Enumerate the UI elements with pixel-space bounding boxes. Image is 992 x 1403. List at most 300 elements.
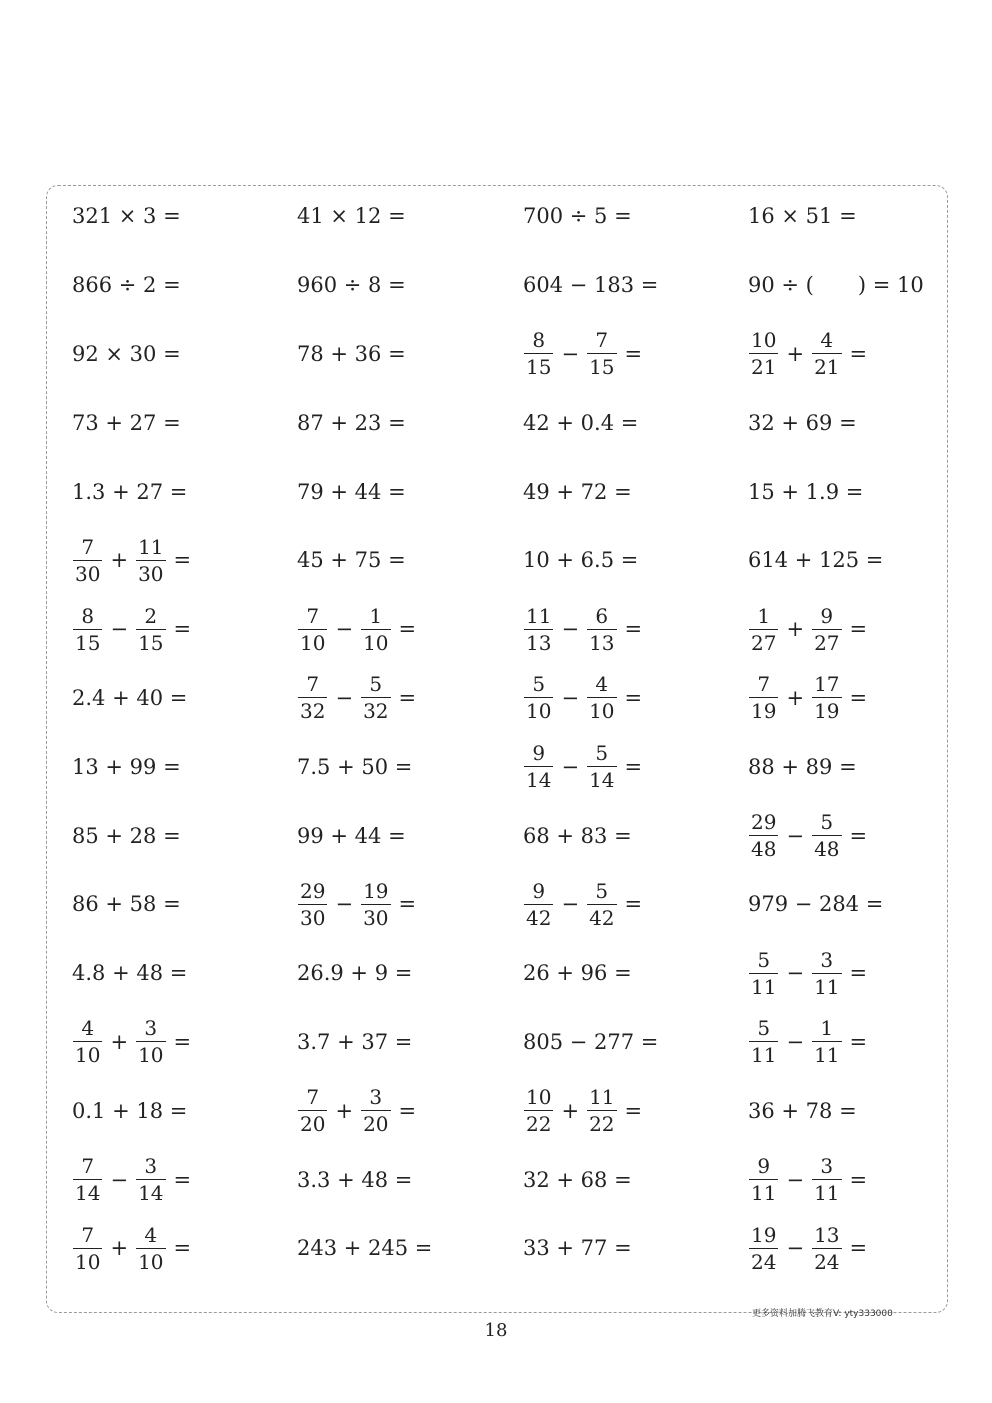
fraction [524, 603, 553, 655]
fraction-numerator: 7 [306, 603, 320, 628]
fraction-denominator: 15 [526, 355, 552, 380]
problem [523, 664, 642, 733]
operator: − [110, 617, 129, 642]
equals-sign: = [849, 1167, 868, 1192]
operator: − [786, 1029, 805, 1054]
fraction-numerator: 4 [820, 328, 834, 353]
problem [72, 664, 187, 733]
fraction-numerator: 3 [144, 1016, 158, 1041]
operator: + [786, 617, 805, 642]
fraction-denominator: 10 [526, 699, 552, 724]
operator: − [335, 617, 354, 642]
fraction [749, 810, 778, 862]
fraction-numerator: 4 [144, 1222, 158, 1247]
problem [72, 801, 181, 870]
fraction-numerator: 9 [820, 603, 834, 628]
fraction-numerator: 7 [81, 534, 95, 559]
problem [523, 1214, 632, 1283]
fraction-numerator: 5 [532, 672, 546, 697]
problem [297, 182, 406, 251]
fraction-numerator: 7 [306, 672, 320, 697]
equals-sign: = [849, 685, 868, 710]
fraction-denominator: 10 [75, 1249, 101, 1274]
problem-text: 0.1 + 18 = [72, 1098, 188, 1123]
equals-sign: = [173, 1236, 192, 1261]
fraction [298, 603, 327, 655]
problem [748, 595, 867, 664]
problem [72, 870, 181, 939]
fraction [749, 947, 778, 999]
equals-sign: = [849, 1236, 868, 1261]
problem [72, 1214, 191, 1283]
problem-row [72, 1145, 952, 1214]
problem-text: 805 − 277 = [523, 1029, 659, 1054]
fraction-denominator: 13 [526, 630, 552, 655]
fraction-denominator: 15 [75, 630, 101, 655]
problem [72, 1008, 191, 1077]
fraction-denominator: 30 [138, 561, 164, 586]
fraction-numerator: 1 [820, 1016, 834, 1041]
problem [72, 1145, 191, 1214]
fraction-numerator: 11 [589, 1085, 615, 1110]
fraction [73, 1154, 102, 1206]
fraction-numerator: 1 [369, 603, 383, 628]
problem-text: 36 + 78 = [748, 1098, 857, 1123]
operator: − [561, 754, 580, 779]
problem [72, 320, 181, 389]
equals-sign: = [849, 1029, 868, 1054]
fraction-numerator: 8 [81, 603, 95, 628]
problem [523, 320, 642, 389]
equals-sign: = [849, 961, 868, 986]
fraction-denominator: 15 [138, 630, 164, 655]
problem-row [72, 320, 952, 389]
fraction-denominator: 10 [589, 699, 615, 724]
problem-text: 26 + 96 = [523, 961, 632, 986]
problem [748, 939, 867, 1008]
fraction-numerator: 9 [532, 878, 546, 903]
fraction-denominator: 48 [751, 837, 777, 862]
fraction-denominator: 30 [363, 905, 389, 930]
fraction [136, 534, 165, 586]
problem [523, 595, 642, 664]
problem [297, 732, 412, 801]
equals-sign: = [849, 617, 868, 642]
problem-row [72, 182, 952, 251]
problem-text: 42 + 0.4 = [523, 410, 639, 435]
fraction-numerator: 5 [820, 810, 834, 835]
problem [748, 251, 924, 320]
problem-text: 10 + 6.5 = [523, 548, 639, 573]
operator: − [561, 685, 580, 710]
problem-text: 78 + 36 = [297, 341, 406, 366]
problem-text: 3.7 + 37 = [297, 1029, 413, 1054]
problem-text: 700 ÷ 5 = [523, 204, 632, 229]
fraction [812, 1222, 841, 1274]
problem-grid [72, 182, 952, 1283]
problem [523, 251, 658, 320]
problem [72, 388, 181, 457]
problem [748, 320, 867, 389]
operator: − [110, 1167, 129, 1192]
fraction-denominator: 20 [300, 1112, 326, 1137]
operator: + [110, 548, 129, 573]
fraction [587, 328, 616, 380]
fraction [587, 672, 616, 724]
fraction-numerator: 13 [814, 1222, 840, 1247]
problem-text: 866 ÷ 2 = [72, 273, 181, 298]
problem [297, 1008, 412, 1077]
fraction-denominator: 48 [814, 837, 840, 862]
problem-text: 68 + 83 = [523, 823, 632, 848]
fraction-numerator: 8 [532, 328, 546, 353]
equals-sign: = [849, 823, 868, 848]
fraction [73, 534, 102, 586]
fraction-numerator: 3 [369, 1085, 383, 1110]
problem-row [72, 1214, 952, 1283]
operator: + [786, 685, 805, 710]
fraction-numerator: 17 [814, 672, 840, 697]
fraction [524, 741, 553, 793]
equals-sign: = [398, 685, 417, 710]
problem-text: 960 ÷ 8 = [297, 273, 406, 298]
fraction [812, 947, 841, 999]
fraction [812, 1016, 841, 1068]
equals-sign: = [398, 1098, 417, 1123]
fraction [361, 1085, 390, 1137]
fraction-denominator: 30 [300, 905, 326, 930]
fraction [524, 878, 553, 930]
problem-text: 243 + 245 = [297, 1236, 433, 1261]
fraction-denominator: 11 [814, 1181, 840, 1206]
problem-text: 4.8 + 48 = [72, 961, 188, 986]
problem [72, 182, 181, 251]
fraction [298, 1085, 327, 1137]
fraction-numerator: 7 [757, 672, 771, 697]
fraction-denominator: 11 [814, 1043, 840, 1068]
problem [72, 457, 187, 526]
fraction-denominator: 11 [751, 1181, 777, 1206]
problem-text: 7.5 + 50 = [297, 754, 413, 779]
fraction-denominator: 15 [589, 355, 615, 380]
fraction [136, 1222, 165, 1274]
operator: − [335, 685, 354, 710]
problem-row [72, 664, 952, 733]
fraction [587, 741, 616, 793]
equals-sign: = [173, 617, 192, 642]
problem-text: 26.9 + 9 = [297, 961, 413, 986]
operator: − [786, 1236, 805, 1261]
problem-row [72, 939, 952, 1008]
operator: + [110, 1029, 129, 1054]
fraction-numerator: 4 [81, 1016, 95, 1041]
problem [523, 526, 638, 595]
equals-sign: = [398, 892, 417, 917]
fraction-denominator: 14 [138, 1181, 164, 1206]
problem [297, 251, 406, 320]
problem-text: 2.4 + 40 = [72, 685, 188, 710]
problem [523, 457, 632, 526]
equals-sign: = [624, 892, 643, 917]
fraction [298, 672, 327, 724]
problem-text: 16 × 51 = [748, 204, 857, 229]
fraction-denominator: 19 [814, 699, 840, 724]
fraction-numerator: 5 [757, 947, 771, 972]
fraction-numerator: 19 [363, 878, 389, 903]
fraction-denominator: 10 [300, 630, 326, 655]
problem [523, 1076, 642, 1145]
problem [297, 664, 416, 733]
fraction [749, 672, 778, 724]
problem [523, 388, 638, 457]
problem-text: 92 × 30 = [72, 341, 181, 366]
problem [72, 939, 187, 1008]
operator: + [110, 1236, 129, 1261]
problem-text: 33 + 77 = [523, 1236, 632, 1261]
fraction-numerator: 29 [751, 810, 777, 835]
problem [297, 1145, 412, 1214]
fraction-denominator: 11 [751, 1043, 777, 1068]
fraction-numerator: 9 [532, 741, 546, 766]
fraction-denominator: 32 [300, 699, 326, 724]
fraction [73, 1222, 102, 1274]
fraction-numerator: 2 [144, 603, 158, 628]
fraction [749, 328, 778, 380]
problem-text: 73 + 27 = [72, 410, 181, 435]
fraction [812, 603, 841, 655]
problem-text: 321 × 3 = [72, 204, 181, 229]
operator: − [561, 341, 580, 366]
problem-row [72, 388, 952, 457]
equals-sign: = [173, 1167, 192, 1192]
fraction-denominator: 22 [526, 1112, 552, 1137]
fraction [136, 603, 165, 655]
fraction-numerator: 3 [820, 947, 834, 972]
fraction-denominator: 20 [363, 1112, 389, 1137]
problem [523, 939, 632, 1008]
problem-row [72, 1076, 952, 1145]
fraction [812, 1154, 841, 1206]
fraction-denominator: 11 [814, 974, 840, 999]
fraction [73, 1016, 102, 1068]
problem [297, 801, 406, 870]
fraction-numerator: 7 [595, 328, 609, 353]
fraction [136, 1154, 165, 1206]
operator: − [786, 823, 805, 848]
problem-row [72, 457, 952, 526]
problem [748, 526, 883, 595]
fraction-numerator: 7 [306, 1085, 320, 1110]
footer-note: 更多资料加腾飞教育V: yty333000 [752, 1309, 893, 1319]
problem [523, 1145, 632, 1214]
problem [523, 732, 642, 801]
equals-sign: = [624, 341, 643, 366]
fraction-denominator: 14 [75, 1181, 101, 1206]
problem [748, 1214, 867, 1283]
fraction [361, 878, 390, 930]
problem [748, 1008, 867, 1077]
problem-text: 13 + 99 = [72, 754, 181, 779]
fraction-numerator: 5 [595, 741, 609, 766]
problem [297, 526, 406, 595]
problem [523, 801, 632, 870]
fraction [812, 328, 841, 380]
operator: + [786, 341, 805, 366]
fraction [587, 1085, 616, 1137]
equals-sign: = [398, 617, 417, 642]
fraction-denominator: 10 [363, 630, 389, 655]
problem-text: 85 + 28 = [72, 823, 181, 848]
fraction-numerator: 3 [144, 1154, 158, 1179]
problem-text: 604 − 183 = [523, 273, 659, 298]
problem-text: 49 + 72 = [523, 479, 632, 504]
problem-text: 87 + 23 = [297, 410, 406, 435]
problem [72, 732, 181, 801]
problem [297, 388, 406, 457]
fraction-numerator: 3 [820, 1154, 834, 1179]
problem-row [72, 801, 952, 870]
problem-text: 86 + 58 = [72, 892, 181, 917]
fraction-denominator: 19 [751, 699, 777, 724]
problem [748, 801, 867, 870]
fraction [749, 1016, 778, 1068]
fraction-denominator: 10 [75, 1043, 101, 1068]
fraction-denominator: 30 [75, 561, 101, 586]
fraction [361, 603, 390, 655]
fraction-numerator: 5 [595, 878, 609, 903]
problem-text: 32 + 68 = [523, 1167, 632, 1192]
page-number: 18 [484, 1320, 508, 1341]
fraction [524, 1085, 553, 1137]
problem [748, 1076, 857, 1145]
problem [748, 732, 857, 801]
fraction-denominator: 21 [751, 355, 777, 380]
fraction [298, 878, 327, 930]
problem [72, 595, 191, 664]
problem [748, 664, 867, 733]
fraction [812, 672, 841, 724]
problem [523, 182, 632, 251]
equals-sign: = [624, 617, 643, 642]
fraction-numerator: 10 [751, 328, 777, 353]
fraction-denominator: 14 [589, 768, 615, 793]
fraction-numerator: 9 [757, 1154, 771, 1179]
problem-text: 41 × 12 = [297, 204, 406, 229]
fraction [587, 878, 616, 930]
equals-sign: = [173, 548, 192, 573]
fraction-denominator: 11 [751, 974, 777, 999]
fraction-denominator: 27 [751, 630, 777, 655]
problem [297, 457, 406, 526]
problem-text: 99 + 44 = [297, 823, 406, 848]
equals-sign: = [624, 1098, 643, 1123]
problem-text: 90 ÷ ( [748, 273, 814, 298]
fraction-numerator: 11 [526, 603, 552, 628]
fraction-denominator: 24 [751, 1249, 777, 1274]
fraction-numerator: 4 [595, 672, 609, 697]
fraction [749, 603, 778, 655]
problem [297, 1214, 432, 1283]
equals-sign: = [849, 341, 868, 366]
fraction [136, 1016, 165, 1068]
problem-text: 88 + 89 = [748, 754, 857, 779]
problem-text: 45 + 75 = [297, 548, 406, 573]
problem [523, 1008, 658, 1077]
fraction [812, 810, 841, 862]
operator: − [561, 617, 580, 642]
problem [297, 870, 416, 939]
fraction-denominator: 21 [814, 355, 840, 380]
problem-text: 979 − 284 = [748, 892, 884, 917]
problem [297, 939, 412, 1008]
problem-text: 32 + 69 = [748, 410, 857, 435]
problem [748, 1145, 867, 1214]
problem-text-after: ) = 10 [857, 273, 924, 298]
fraction-numerator: 5 [757, 1016, 771, 1041]
fraction [587, 603, 616, 655]
problem [748, 182, 857, 251]
fraction-numerator: 19 [751, 1222, 777, 1247]
problem-text: 15 + 1.9 = [748, 479, 864, 504]
fraction-numerator: 10 [526, 1085, 552, 1110]
problem [72, 1076, 187, 1145]
problem [748, 457, 863, 526]
fraction [73, 603, 102, 655]
fraction-denominator: 10 [138, 1249, 164, 1274]
fraction-denominator: 24 [814, 1249, 840, 1274]
fraction-denominator: 42 [526, 905, 552, 930]
operator: + [561, 1098, 580, 1123]
fraction-denominator: 10 [138, 1043, 164, 1068]
problem [72, 526, 191, 595]
problem-row [72, 595, 952, 664]
problem [297, 1076, 416, 1145]
operator: − [786, 961, 805, 986]
equals-sign: = [624, 754, 643, 779]
operator: − [561, 892, 580, 917]
problem [297, 320, 406, 389]
fraction-denominator: 32 [363, 699, 389, 724]
problem-row [72, 526, 952, 595]
operator: − [786, 1167, 805, 1192]
equals-sign: = [173, 1029, 192, 1054]
operator: + [335, 1098, 354, 1123]
operator: − [335, 892, 354, 917]
fraction-numerator: 5 [369, 672, 383, 697]
problem [748, 388, 857, 457]
problem-row [72, 732, 952, 801]
problem [748, 870, 883, 939]
fraction [749, 1154, 778, 1206]
problem-row [72, 870, 952, 939]
problem-row [72, 251, 952, 320]
fraction [524, 672, 553, 724]
problem-text: 1.3 + 27 = [72, 479, 188, 504]
problem-text: 79 + 44 = [297, 479, 406, 504]
fraction [524, 328, 553, 380]
fraction-denominator: 27 [814, 630, 840, 655]
problem-row [72, 1008, 952, 1077]
fraction-denominator: 13 [589, 630, 615, 655]
problem [297, 595, 416, 664]
fraction-numerator: 1 [757, 603, 771, 628]
fraction-numerator: 6 [595, 603, 609, 628]
fraction-denominator: 42 [589, 905, 615, 930]
fraction-numerator: 11 [138, 534, 164, 559]
fraction [749, 1222, 778, 1274]
fraction-denominator: 14 [526, 768, 552, 793]
fraction-numerator: 7 [81, 1154, 95, 1179]
